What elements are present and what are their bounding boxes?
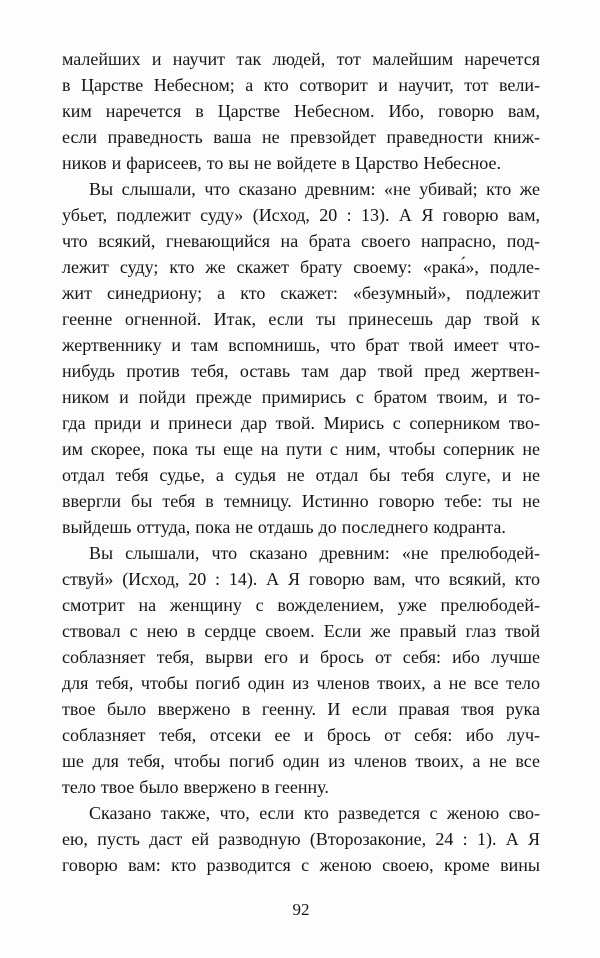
text-line: ше для тебя, чтобы погиб один из членов твоих, а не все (62, 751, 540, 771)
text-line: лежит суду; кто же скажет брату своему: «рака́», подле- (62, 257, 540, 277)
text-line: для тебя, чтобы погиб один из членов твоих, а не все тело (62, 673, 540, 693)
text-line: геенне огненной. Итак, если ты принесешь дар твой к (62, 309, 540, 329)
text-line: нибудь против тебя, оставь там дар твой пред жертвен- (62, 361, 540, 381)
text-line: ников и фарисеев, то вы не войдете в Царство Небесное. (62, 153, 501, 173)
paragraph (62, 46, 540, 176)
text-line: выйдешь оттуда, пока не отдашь до последнего кодранта. (62, 517, 506, 537)
text-line: ствовал с нею в сердце своем. Если же правый глаз твой (62, 621, 540, 641)
body-text (62, 46, 540, 878)
paragraph (62, 176, 540, 540)
paragraph (62, 540, 540, 800)
text-line: говорю вам: кто разводится с женою своею, кроме вины (62, 855, 540, 875)
text-line: Сказано также, что, если кто разведется с женою сво- (89, 803, 540, 823)
paragraph (62, 800, 540, 878)
page-number: 92 (292, 900, 310, 919)
text-line: жертвеннику и там вспомнишь, что брат твой имеет что- (62, 335, 540, 355)
text-line: смотрит на женщину с вожделением, уже прелюбодей- (62, 595, 540, 615)
text-line: Вы слышали, что сказано древним: «не прелюбодей- (89, 543, 540, 563)
text-line: ником и пойди прежде примирись с братом твоим, и то- (62, 387, 540, 407)
text-line: им скорее, пока ты еще на пути с ним, чтобы соперник не (62, 439, 540, 459)
text-line: ствуй» (Исход, 20 : 14). А Я говорю вам, что всякий, кто (62, 569, 540, 589)
text-line: гда приди и принеси дар твой. Мирись с соперником тво- (62, 413, 540, 433)
text-line: малейших и научит так людей, тот малейшим наречется (62, 49, 540, 69)
text-line: твое было ввержено в геенну. И если правая твоя рука (62, 699, 540, 719)
text-line: тело твое было ввержено в геенну. (62, 777, 329, 797)
text-line: отдал тебя судье, а судья не отдал бы тебя слуге, и не (62, 465, 540, 485)
text-line: жит синедриону; а кто скажет: «безумный», подлежит (62, 283, 540, 303)
text-line: ким наречется в Царстве Небесном. Ибо, говорю вам, (62, 101, 540, 121)
text-line: что всякий, гневающийся на брата своего напрасно, под- (62, 231, 540, 251)
text-line: в Царстве Небесном; а кто сотворит и научит, тот вели- (62, 75, 540, 95)
text-line: соблазняет тебя, отсеки ее и брось от себя: ибо луч- (62, 725, 540, 745)
text-line: ею, пусть даст ей разводную (Второзаконие, 24 : 1). А Я (62, 829, 540, 849)
text-line: если праведность ваша не превзойдет праведности книж- (62, 127, 540, 147)
text-line: ввергли бы тебя в темницу. Истинно говорю тебе: ты не (62, 491, 540, 511)
text-line: убьет, подлежит суду» (Исход, 20 : 13). А Я говорю вам, (62, 205, 540, 225)
text-line: соблазняет тебя, вырви его и брось от себя: ибо лучше (62, 647, 540, 667)
text-line: Вы слышали, что сказано древним: «не убивай; кто же (89, 179, 540, 199)
